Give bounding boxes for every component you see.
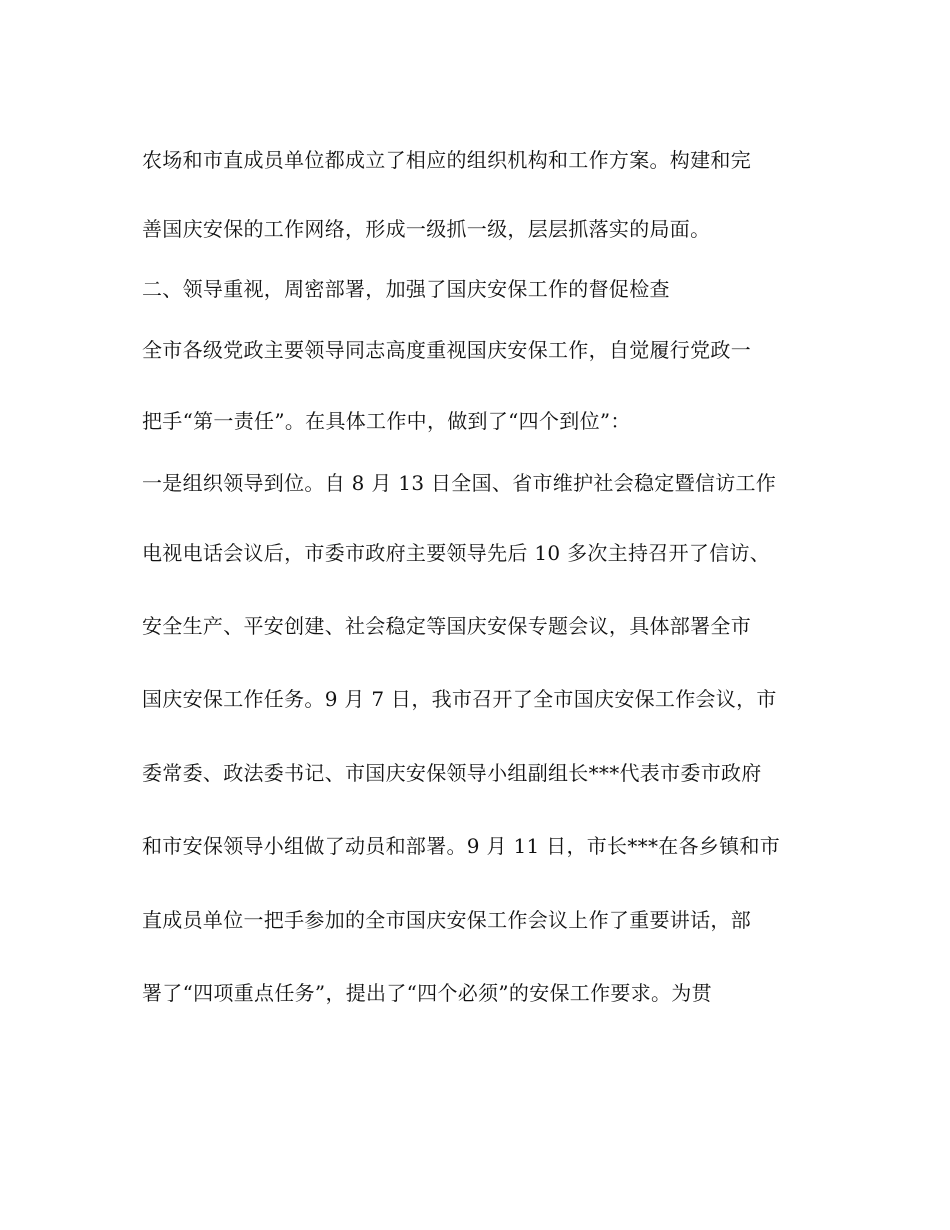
- text-line: 全市各级党政主要领导同志高度重视国庆安保工作，自觉履行党政一: [142, 338, 751, 362]
- text-line: 电视电话会议后，市委市政府主要领导先后 10 多次主持召开了信访、: [142, 541, 771, 565]
- text-line: 把手“第一责任”。在具体工作中，做到了“四个到位”：: [142, 409, 631, 433]
- section-heading: 二、领导重视，周密部署，加强了国庆安保工作的督促检查: [142, 277, 670, 301]
- text-line: 署了“四项重点任务”，提出了“四个必须”的安保工作要求。为贯: [142, 981, 712, 1005]
- text-line: 一是组织领导到位。自 8 月 13 日全国、省市维护社会稳定暨信访工作: [142, 471, 777, 495]
- text-line: 安全生产、平安创建、社会稳定等国庆安保专题会议，具体部署全市: [142, 614, 751, 638]
- text-line: 农场和市直成员单位都成立了相应的组织机构和工作方案。构建和完: [142, 148, 751, 172]
- text-line: 善国庆安保的工作网络，形成一级抓一级，层层抓落实的局面。: [142, 217, 711, 241]
- text-line: 和市安保领导小组做了动员和部署。9 月 11 日，市长***在各乡镇和市: [142, 834, 781, 858]
- text-line: 国庆安保工作任务。9 月 7 日，我市召开了全市国庆安保工作会议，市: [142, 687, 777, 711]
- text-line: 委常委、政法委书记、市国庆安保领导小组副组长***代表市委市政府: [142, 761, 762, 785]
- text-line: 直成员单位一把手参加的全市国庆安保工作会议上作了重要讲话，部: [142, 908, 751, 932]
